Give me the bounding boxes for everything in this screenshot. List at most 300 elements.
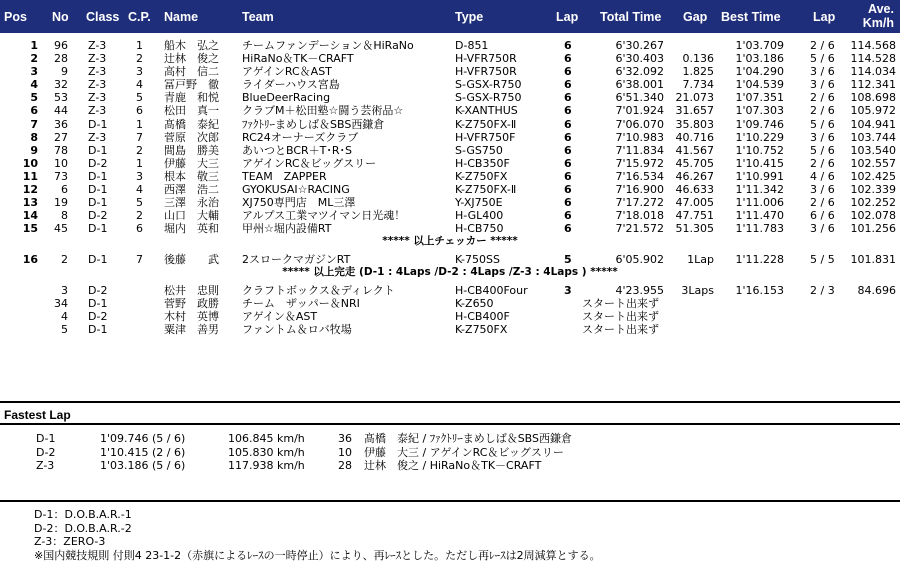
cell-speed: 106.845 km/h (228, 432, 305, 445)
cell-type: K-Z750FX-Ⅱ (455, 117, 517, 131)
col-type: Type (455, 10, 484, 24)
cell-team: クラブM＋松田塾☆闘う芸術品☆ (242, 104, 404, 118)
cell-cls: D-1 (88, 322, 108, 336)
checker-note: ***** 以上チェッカー ***** (382, 235, 518, 248)
cell-type: H-VFR750R (455, 52, 517, 66)
cell-team: アゲインRC＆ビッグスリー (242, 156, 377, 170)
cell-pos: 1 (30, 39, 38, 52)
cell-no: 34 (54, 296, 68, 310)
cell-pos: 4 (30, 78, 38, 92)
fastest-lap-row (0, 446, 900, 460)
cell-team: GYOKUSAI☆RACING (242, 183, 350, 197)
cell-no: 45 (54, 222, 68, 236)
cell-team: ライダーハウス宮島 (242, 78, 340, 92)
cell-no: 3 (61, 283, 68, 297)
cell-name: 船木 弘之 (164, 39, 219, 52)
cell-type: S-GSX-R750 (455, 78, 522, 92)
cell-cls: Z-3 (88, 39, 107, 52)
cell-gap: 21.073 (675, 91, 714, 105)
cell-ave: 102.078 (850, 209, 896, 223)
cell-cls: Z-3 (88, 52, 107, 66)
result-row (0, 157, 900, 170)
cell-type: H-CB750 (455, 222, 504, 236)
col-cp: C.P. (128, 10, 151, 24)
cell-team: クラフトボックス＆ディレクト (242, 283, 395, 297)
cell-name: 粟津 善男 (164, 322, 219, 336)
cell-name: 西澤 浩二 (164, 183, 219, 197)
cell-team: アゲイン＆AST (242, 309, 318, 323)
cell-bestlap: 3 / 6 (810, 78, 835, 92)
cell-no: 9 (61, 65, 68, 79)
cell-lap: 6 (564, 65, 572, 79)
cell-name: 後藤 武 (164, 252, 219, 266)
col-best-time: Best Time (721, 10, 781, 24)
col-no: No (52, 10, 69, 24)
cell-pos: 10 (22, 156, 38, 170)
cell-name: 菅野 政勝 (164, 296, 219, 310)
cell-best: 1'10.991 (735, 169, 784, 183)
cell-ave: 103.540 (850, 143, 896, 157)
cell-no: 32 (54, 78, 68, 92)
cell-total: 7'15.972 (615, 156, 664, 170)
cell-team: ﾌｧｸﾄﾘｰまめしば＆SBS西鎌倉 (242, 117, 385, 131)
cell-status: スタート出来ず (582, 296, 659, 310)
cell-name: 三澤 永治 (164, 196, 219, 210)
cell-pos: 16 (22, 252, 38, 266)
cell-best: 1'11.783 (735, 222, 784, 236)
cell-cls: Z-3 (88, 65, 107, 79)
cell-cls: Z-3 (88, 91, 107, 105)
cell-total: 7'21.572 (615, 222, 664, 236)
cell-best: 1'10.229 (735, 130, 784, 144)
cell-ave: 84.696 (857, 283, 896, 297)
cell-bestlap: 4 / 6 (810, 169, 835, 183)
cell-no: 10 (338, 445, 352, 459)
cell-no: 5 (61, 322, 68, 336)
cell-lap: 6 (564, 222, 572, 236)
cell-speed: 117.938 km/h (228, 459, 305, 472)
col-total-time: Total Time (600, 10, 662, 24)
cell-team: 甲州☆堀内設備RT (242, 222, 332, 236)
cell-bestlap: 3 / 6 (810, 183, 835, 197)
cell-cp: 5 (136, 91, 143, 105)
cell-name: 菅原 次郎 (164, 130, 219, 144)
cell-ave: 114.528 (850, 52, 896, 66)
cell-time: 1'09.746 (5 / 6) (100, 432, 186, 445)
fastest-lap-row (0, 432, 900, 446)
cell-cp: 2 (136, 209, 143, 223)
cell-gap: 0.136 (682, 52, 714, 66)
divider-1 (0, 401, 900, 403)
cell-team: XJ750専門店 ML三澤 (242, 196, 356, 210)
cell-name: 髙橋 泰紀 (164, 117, 219, 131)
cell-gap: 51.305 (675, 222, 714, 236)
cell-gap: 47.751 (675, 209, 714, 223)
cell-lap: 6 (564, 156, 572, 170)
cell-ave: 108.698 (850, 91, 896, 105)
cell-ave: 112.341 (850, 78, 896, 92)
cell-total: 7'01.924 (615, 104, 664, 118)
cell-time: 1'03.186 (5 / 6) (100, 459, 186, 472)
cell-type: K-750SS (455, 252, 500, 266)
cell-cp: 1 (136, 117, 143, 131)
result-row (0, 144, 900, 157)
result-row (0, 118, 900, 131)
cell-total: 7'18.018 (615, 209, 664, 223)
cell-ave: 101.831 (850, 252, 896, 266)
cell-total: 6'30.267 (615, 39, 664, 52)
cell-pos: 9 (30, 143, 38, 157)
cell-cp: 1 (136, 39, 143, 52)
cell-type: H-CB400Four (455, 283, 528, 297)
cell-cp: 2 (136, 52, 143, 66)
footer-line: D-1：D.O.B.A.R.-1 (34, 508, 132, 521)
cell-pos: 13 (22, 196, 38, 210)
result-row (0, 183, 900, 196)
col-pos: Pos (4, 10, 27, 24)
cell-best: 1'11.342 (735, 183, 784, 197)
cell-gap: 46.633 (675, 183, 714, 197)
cell-name: 松田 真一 (164, 104, 219, 118)
cell-cp: 7 (136, 252, 143, 266)
cell-cls: D-2 (88, 283, 108, 297)
cell-ave: 102.339 (850, 183, 896, 197)
result-row (0, 209, 900, 222)
fastest-lap-row (0, 459, 900, 473)
cell-gap: 46.267 (675, 169, 714, 183)
cell-type: S-GS750 (455, 143, 503, 157)
cell-name: 高村 信二 (164, 65, 219, 79)
cell-status: スタート出来ず (582, 322, 659, 336)
cell-name: 松井 忠則 (164, 283, 219, 297)
cell-bestlap: 5 / 6 (810, 52, 835, 66)
cell-cp: 4 (136, 78, 143, 92)
cell-type: D-851 (455, 39, 489, 52)
cell-cp: 1 (136, 156, 143, 170)
cell-name: 木村 英博 (164, 309, 219, 323)
col-name: Name (164, 10, 199, 24)
cell-team: TEAM ZAPPER (242, 169, 327, 183)
cell-cls: D-1 (88, 169, 108, 183)
cell-total: 7'11.834 (615, 143, 664, 157)
cell-cls: D-2 (88, 209, 108, 223)
cell-total: 6'30.403 (615, 52, 664, 66)
cell-no: 19 (54, 196, 68, 210)
cell-pos: 7 (30, 117, 38, 131)
cell-best: 1'04.539 (735, 78, 784, 92)
cell-team: 2スロークマガジンRT (242, 252, 351, 266)
cell-team: チーム ザッパー＆NRI (242, 296, 360, 310)
cell-rider: 髙橋 泰紀 / ﾌｧｸﾄﾘｰまめしば＆SBS西鎌倉 (364, 432, 573, 445)
cell-pos: 5 (30, 91, 38, 105)
cell-total: 7'16.900 (615, 183, 664, 197)
cell-no: 53 (54, 91, 68, 105)
footer-notes (34, 508, 601, 562)
cell-time: 1'10.415 (2 / 6) (100, 445, 186, 459)
cell-no: 2 (61, 252, 68, 266)
cell-cls: D-1 (88, 252, 108, 266)
cell-no: 36 (54, 117, 68, 131)
cell-name: 伊藤 大三 (164, 156, 219, 170)
cell-no: 27 (54, 130, 68, 144)
cell-lap: 5 (564, 252, 572, 266)
cell-best: 1'07.351 (735, 91, 784, 105)
cell-team: アゲインRC＆AST (242, 65, 332, 79)
col-team: Team (242, 10, 274, 24)
col-class: Class (86, 10, 120, 24)
cell-cls: D-2 (88, 309, 108, 323)
result-row (0, 104, 900, 117)
cell-lap: 6 (564, 39, 572, 52)
cell-bestlap: 5 / 5 (810, 252, 835, 266)
result-row (0, 170, 900, 183)
cell-cls: D-2 (36, 445, 56, 459)
fastest-lap-table (0, 432, 900, 473)
divider-2 (0, 423, 900, 425)
cell-total: 6'32.092 (615, 65, 664, 79)
cell-best: 1'10.415 (735, 156, 784, 170)
result-row (0, 65, 900, 78)
cell-gap: 41.567 (675, 143, 714, 157)
cell-no: 28 (338, 459, 352, 472)
cell-type: K-Z750FX-Ⅱ (455, 183, 517, 197)
result-row (0, 222, 900, 235)
cell-cls: D-1 (88, 183, 108, 197)
cell-bestlap: 3 / 6 (810, 65, 835, 79)
cell-lap: 6 (564, 91, 572, 105)
cell-rider: 伊藤 大三 / アゲインRC＆ビッグスリー (364, 445, 564, 459)
cell-lap: 6 (564, 78, 572, 92)
cell-cls: D-1 (88, 143, 108, 157)
result-row (0, 131, 900, 144)
cell-bestlap: 2 / 6 (810, 104, 835, 118)
result-row (0, 253, 900, 266)
col-ave-unit: Km/h (862, 16, 894, 30)
cell-best: 1'11.006 (735, 196, 784, 210)
cell-cls: Z-3 (88, 78, 107, 92)
cell-ave: 105.972 (850, 104, 896, 118)
cell-bestlap: 3 / 6 (810, 130, 835, 144)
cell-lap: 6 (564, 104, 572, 118)
cell-ave: 104.941 (850, 117, 896, 131)
cell-no: 10 (54, 156, 68, 170)
cell-best: 1'04.290 (735, 65, 784, 79)
col-ave (863, 2, 894, 30)
other-row (0, 310, 900, 323)
cell-name: 間島 勝美 (164, 143, 219, 157)
finish-note: ***** 以上完走 (D-1 : 4Laps /D-2 : 4Laps /Z-3 : 4Laps ) ***** (282, 265, 618, 278)
cell-gap: 3Laps (681, 283, 714, 297)
cell-total: 6'51.340 (615, 91, 664, 105)
cell-bestlap: 6 / 6 (810, 209, 835, 223)
cell-cp: 2 (136, 143, 143, 157)
cell-no: 28 (54, 52, 68, 66)
fastest-lap-title: Fastest Lap (4, 408, 71, 422)
divider-3 (0, 500, 900, 502)
cell-no: 44 (54, 104, 68, 118)
cell-cls: D-1 (88, 196, 108, 210)
cell-lap: 6 (564, 183, 572, 197)
cell-cp: 5 (136, 196, 143, 210)
cell-total: 7'16.534 (615, 169, 664, 183)
cell-type: K-XANTHUS (455, 104, 518, 118)
cell-cls: Z-3 (36, 459, 55, 472)
cell-cls: D-2 (88, 156, 108, 170)
cell-rider: 辻林 俊之 / HiRaNo＆TK－CRAFT (364, 459, 542, 472)
cell-best: 1'10.752 (735, 143, 784, 157)
results-header (0, 0, 900, 33)
cell-pos: 6 (30, 104, 38, 118)
cell-cls: D-1 (88, 117, 108, 131)
cell-no: 78 (54, 143, 68, 157)
cell-lap: 6 (564, 196, 572, 210)
cell-type: K-Z750FX (455, 322, 508, 336)
cell-speed: 105.830 km/h (228, 445, 305, 459)
other-row (0, 284, 900, 297)
cell-gap: 7.734 (682, 78, 714, 92)
footer-line: Z-3：ZERO-3 (34, 535, 106, 548)
cell-pos: 11 (22, 169, 38, 183)
cell-pos: 3 (30, 65, 38, 79)
cell-pos: 2 (30, 52, 38, 66)
cell-name: 堀内 英和 (164, 222, 219, 236)
cell-cls: Z-3 (88, 104, 107, 118)
result-row (0, 39, 900, 52)
cell-total: 7'10.983 (615, 130, 664, 144)
cell-total: 6'05.902 (615, 252, 664, 266)
cell-gap: 45.705 (675, 156, 714, 170)
other-row (0, 323, 900, 336)
cell-name: 山口 大輔 (164, 209, 219, 223)
cell-cp: 7 (136, 130, 143, 144)
cell-cp: 3 (136, 65, 143, 79)
cell-best: 1'03.186 (735, 52, 784, 66)
cell-team: あいつとBCR＋T･R･S (242, 143, 353, 157)
cell-type: K-Z750FX (455, 169, 508, 183)
cell-team: アルプス工業マツイマン日光魂！ (242, 209, 406, 223)
cell-team: RC24オーナーズクラブ (242, 130, 359, 144)
footer-line: D-2：D.O.B.A.R.-2 (34, 521, 132, 535)
cell-ave: 114.568 (850, 39, 896, 52)
cell-bestlap: 5 / 6 (810, 143, 835, 157)
cell-lap: 6 (564, 143, 572, 157)
cell-type: S-GSX-R750 (455, 91, 522, 105)
cell-no: 36 (338, 432, 352, 445)
cell-total: 6'38.001 (615, 78, 664, 92)
cell-gap: 40.716 (675, 130, 714, 144)
cell-no: 8 (61, 209, 68, 223)
cell-bestlap: 2 / 6 (810, 91, 835, 105)
cell-pos: 15 (22, 222, 38, 236)
cell-type: H-CB400F (455, 309, 510, 323)
cell-type: H-GL400 (455, 209, 504, 223)
cell-cls: D-1 (36, 432, 56, 445)
cell-best: 1'07.303 (735, 104, 784, 118)
cell-lap: 6 (564, 117, 572, 131)
cell-lap: 6 (564, 52, 572, 66)
cell-best: 1'03.709 (735, 39, 784, 52)
cell-bestlap: 2 / 6 (810, 156, 835, 170)
cell-name: 冨戸野 徹 (164, 78, 219, 92)
cell-team: ファントム＆ロバ牧場 (242, 322, 352, 336)
cell-gap: 47.005 (675, 196, 714, 210)
cell-best: 1'11.228 (735, 252, 784, 266)
cell-cls: D-1 (88, 296, 108, 310)
cell-type: Y-XJ750E (455, 196, 503, 210)
cell-gap: 31.657 (675, 104, 714, 118)
footer-line: ※国内競技規則 付則4 23-1-2（赤旗によるﾚｰｽの一時停止）により、再ﾚｰｽとした。ただし再ﾚｰｽは2周減算とする。 (34, 548, 601, 562)
col-best-lap: Lap (813, 10, 836, 24)
cell-team: チームファンデーション＆HiRaNo (242, 39, 414, 52)
cell-bestlap: 2 / 6 (810, 39, 835, 52)
cell-type: H-VFR750F (455, 130, 516, 144)
cell-name: 青鹿 和悦 (164, 91, 219, 105)
cell-bestlap: 2 / 6 (810, 196, 835, 210)
cell-cp: 4 (136, 183, 143, 197)
cell-bestlap: 5 / 6 (810, 117, 835, 131)
cell-type: H-CB350F (455, 156, 510, 170)
cell-cp: 3 (136, 169, 143, 183)
cell-name: 根本 敬三 (164, 169, 219, 183)
cell-gap: 35.803 (675, 117, 714, 131)
cell-bestlap: 2 / 3 (810, 283, 835, 297)
cell-cls: D-1 (88, 222, 108, 236)
result-row (0, 52, 900, 65)
col-gap: Gap (683, 10, 708, 24)
cell-total: 4'23.955 (615, 283, 664, 297)
cell-team: BlueDeerRacing (242, 91, 331, 105)
cell-gap: 1.825 (682, 65, 714, 79)
col-lap: Lap (556, 10, 579, 24)
cell-best: 1'11.470 (735, 209, 784, 223)
result-row (0, 91, 900, 104)
cell-no: 4 (61, 309, 68, 323)
cell-ave: 102.252 (850, 196, 896, 210)
other-row (0, 297, 900, 310)
cell-no: 6 (61, 183, 68, 197)
cell-type: K-Z650 (455, 296, 494, 310)
cell-lap: 6 (564, 169, 572, 183)
cell-ave: 114.034 (850, 65, 896, 79)
cell-status: スタート出来ず (582, 309, 659, 323)
cell-gap: 1Lap (687, 252, 714, 266)
cell-ave: 101.256 (850, 222, 896, 236)
cell-cp: 6 (136, 222, 143, 236)
cell-lap: 6 (564, 209, 572, 223)
cell-no: 73 (54, 169, 68, 183)
cell-total: 7'17.272 (615, 196, 664, 210)
cell-lap: 3 (564, 283, 572, 297)
cell-pos: 12 (22, 183, 38, 197)
cell-no: 96 (54, 39, 68, 52)
cell-ave: 102.557 (850, 156, 896, 170)
cell-team: HiRaNo＆TK－CRAFT (242, 52, 354, 66)
result-row (0, 78, 900, 91)
cell-cp: 6 (136, 104, 143, 118)
cell-name: 辻林 俊之 (164, 52, 219, 66)
cell-pos: 14 (22, 209, 38, 223)
cell-bestlap: 3 / 6 (810, 222, 835, 236)
col-ave-label: Ave. (868, 2, 894, 16)
cell-ave: 102.425 (850, 169, 896, 183)
cell-total: 7'06.070 (615, 117, 664, 131)
cell-type: H-VFR750R (455, 65, 517, 79)
cell-best: 1'16.153 (735, 283, 784, 297)
cell-ave: 103.744 (850, 130, 896, 144)
cell-pos: 8 (30, 130, 38, 144)
results-table (0, 39, 900, 336)
result-row (0, 196, 900, 209)
